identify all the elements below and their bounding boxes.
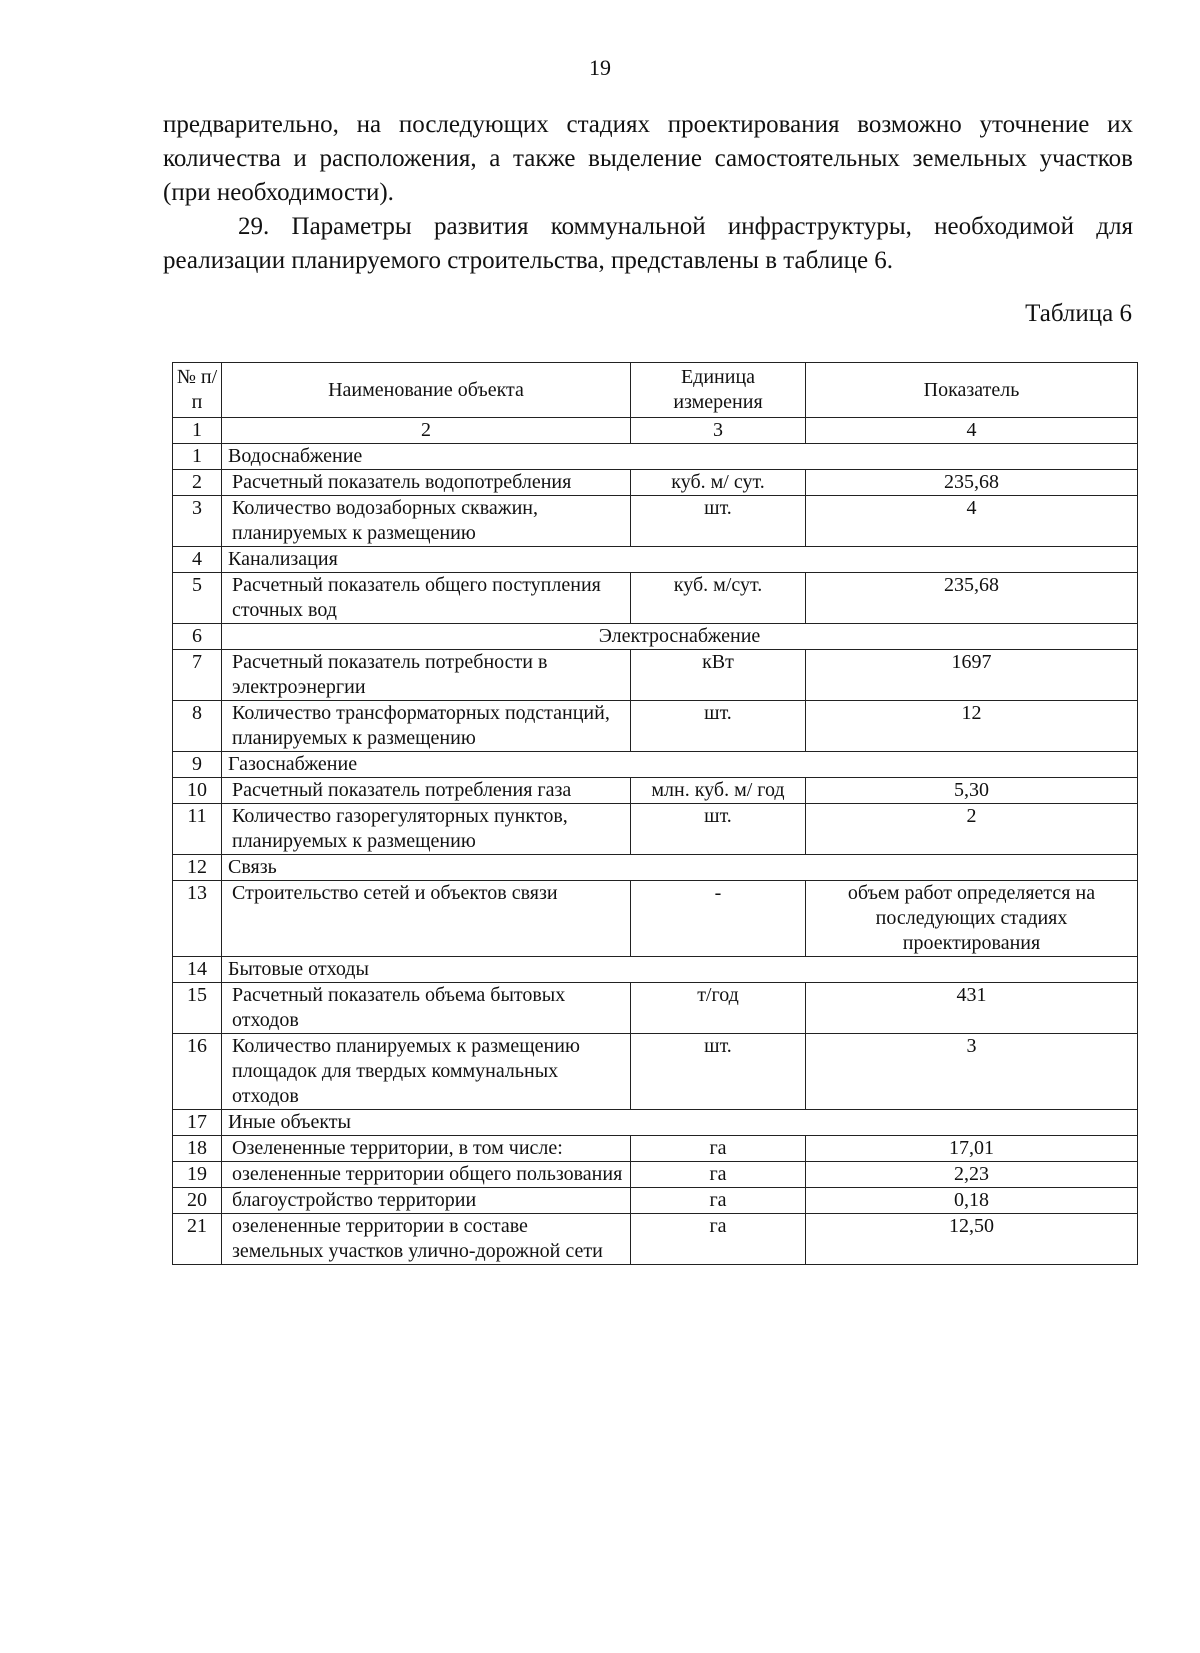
table-row [173, 1188, 1138, 1214]
row-name: Расчетный показатель водопотребления [222, 470, 631, 496]
row-name: Расчетный показатель потребности в электроэнергии [222, 650, 631, 701]
row-number: 12 [173, 855, 222, 881]
table-row [173, 573, 1138, 624]
row-name: Строительство сетей и объектов связи [222, 881, 631, 957]
row-number: 4 [173, 547, 222, 573]
table-row [173, 983, 1138, 1034]
table-section-row [173, 855, 1138, 881]
table-row [173, 470, 1138, 496]
row-number: 1 [173, 444, 222, 470]
row-value: 2,23 [806, 1162, 1138, 1188]
row-number: 16 [173, 1034, 222, 1110]
row-value: 235,68 [806, 470, 1138, 496]
row-number: 19 [173, 1162, 222, 1188]
row-name: Количество планируемых к размещению площадок для твердых коммунальных отходов [222, 1034, 631, 1110]
row-value: 2 [806, 804, 1138, 855]
table-row [173, 650, 1138, 701]
table-row [173, 496, 1138, 547]
row-value: 12 [806, 701, 1138, 752]
row-value: 5,30 [806, 778, 1138, 804]
table-section-row [173, 547, 1138, 573]
section-title: Канализация [222, 547, 1138, 573]
table-section-row [173, 752, 1138, 778]
row-unit: кВт [631, 650, 806, 701]
row-value: 12,50 [806, 1214, 1138, 1265]
row-value: объем работ определяется на последующих стадиях проектирования [806, 881, 1138, 957]
row-name: Расчетный показатель общего поступления сточных вод [222, 573, 631, 624]
section-title: Электроснабжение [222, 624, 1138, 650]
row-number: 8 [173, 701, 222, 752]
row-unit: шт. [631, 496, 806, 547]
table-section-row [173, 444, 1138, 470]
row-number: 13 [173, 881, 222, 957]
table-row [173, 804, 1138, 855]
row-name: Расчетный показатель объема бытовых отходов [222, 983, 631, 1034]
table-caption: Таблица 6 [1025, 300, 1132, 327]
table-row [173, 881, 1138, 957]
row-value: 431 [806, 983, 1138, 1034]
row-number: 17 [173, 1110, 222, 1136]
row-number: 15 [173, 983, 222, 1034]
row-name: Количество водозаборных скважин, планируемых к размещению [222, 496, 631, 547]
header-indicator: Показатель [806, 363, 1138, 418]
table-section-row [173, 624, 1138, 650]
section-title: Газоснабжение [222, 752, 1138, 778]
column-number-row [173, 418, 1138, 444]
row-name: Количество газорегуляторных пунктов, планируемых к размещению [222, 804, 631, 855]
section-title: Иные объекты [222, 1110, 1138, 1136]
table-row [173, 701, 1138, 752]
row-name: озелененные территории в составе земельных участков улично-дорожной сети [222, 1214, 631, 1265]
paragraph-continuation: предварительно, на последующих стадиях проектирования возможно уточнение их количества и расположения, а также выделение самостоятельных земельных участков (при необходимости). [163, 111, 1133, 206]
row-unit: шт. [631, 804, 806, 855]
section-title: Связь [222, 855, 1138, 881]
row-number: 11 [173, 804, 222, 855]
row-number: 18 [173, 1136, 222, 1162]
row-value: 3 [806, 1034, 1138, 1110]
header-number: № п/п [173, 363, 222, 418]
row-unit: га [631, 1188, 806, 1214]
row-name: озелененные территории общего пользования [222, 1162, 631, 1188]
row-unit: млн. куб. м/ год [631, 778, 806, 804]
header-object-name: Наименование объекта [222, 363, 631, 418]
row-number: 3 [173, 496, 222, 547]
row-value: 235,68 [806, 573, 1138, 624]
row-unit: га [631, 1214, 806, 1265]
row-name: Расчетный показатель потребления газа [222, 778, 631, 804]
page-number: 19 [589, 55, 611, 80]
row-number: 5 [173, 573, 222, 624]
column-number: 4 [806, 418, 1138, 444]
row-unit: га [631, 1162, 806, 1188]
section-title: Бытовые отходы [222, 957, 1138, 983]
column-number: 1 [173, 418, 222, 444]
column-number: 3 [631, 418, 806, 444]
row-number: 6 [173, 624, 222, 650]
row-unit: т/год [631, 983, 806, 1034]
row-unit: куб. м/ сут. [631, 470, 806, 496]
row-value: 17,01 [806, 1136, 1138, 1162]
table-header-row [173, 363, 1138, 418]
table-row [173, 1136, 1138, 1162]
row-number: 20 [173, 1188, 222, 1214]
row-number: 10 [173, 778, 222, 804]
row-value: 1697 [806, 650, 1138, 701]
row-number: 14 [173, 957, 222, 983]
table-row [173, 778, 1138, 804]
row-value: 0,18 [806, 1188, 1138, 1214]
row-number: 2 [173, 470, 222, 496]
column-number: 2 [222, 418, 631, 444]
row-name: благоустройство территории [222, 1188, 631, 1214]
row-value: 4 [806, 496, 1138, 547]
row-unit: - [631, 881, 806, 957]
header-unit: Единица измерения [631, 363, 806, 418]
table-section-row [173, 1110, 1138, 1136]
section-title: Водоснабжение [222, 444, 1138, 470]
row-unit: шт. [631, 701, 806, 752]
row-number: 21 [173, 1214, 222, 1265]
row-unit: шт. [631, 1034, 806, 1110]
table-row [173, 1162, 1138, 1188]
table-section-row [173, 957, 1138, 983]
row-name: Количество трансформаторных подстанций, планируемых к размещению [222, 701, 631, 752]
body-text [163, 108, 1133, 278]
row-number: 7 [173, 650, 222, 701]
row-unit: га [631, 1136, 806, 1162]
row-number: 9 [173, 752, 222, 778]
row-name: Озелененные территории, в том числе: [222, 1136, 631, 1162]
table-row [173, 1214, 1138, 1265]
row-unit: куб. м/сут. [631, 573, 806, 624]
infrastructure-table [172, 362, 1138, 1265]
paragraph-29: 29. Параметры развития коммунальной инфраструктуры, необходимой для реализации планируемого строительства, представлены в таблице 6. [163, 213, 1133, 274]
table-row [173, 1034, 1138, 1110]
